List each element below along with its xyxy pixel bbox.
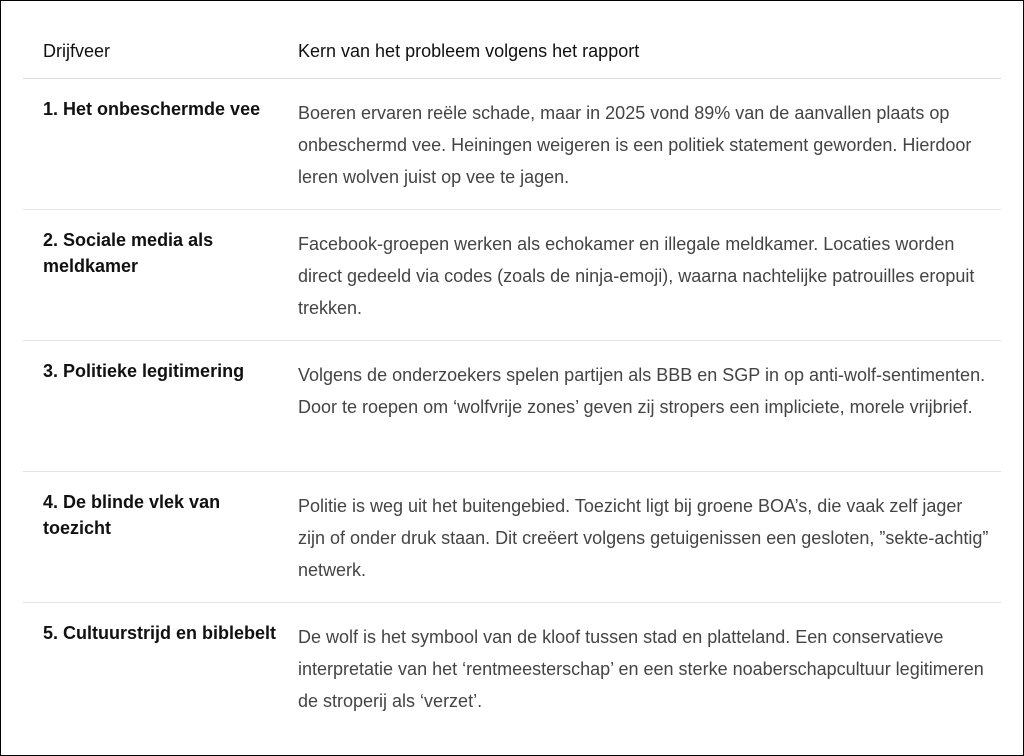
header-driver: Drijfveer	[43, 41, 111, 61]
row-core-cell: Politie is weg uit het buitengebied. Toezicht ligt bij groene BOA’s, die vaak zelf jager zijn of onder druk staan. Dit creëert volgens getuigenissen een gesloten, ”sekte-achtig” netwerk.	[298, 496, 989, 580]
table-row	[23, 472, 1001, 603]
drivers-table	[23, 26, 1001, 734]
row-driver-cell: 4. De blinde vlek van toezicht	[43, 492, 221, 538]
table-row	[23, 603, 1001, 734]
table-row	[23, 210, 1001, 341]
header-core-problem: Kern van het probleem volgens het rapport	[298, 41, 640, 61]
row-driver-cell: 5. Cultuurstrijd en biblebelt	[43, 623, 277, 643]
row-core-cell: Boeren ervaren reële schade, maar in 2025 vond 89% van de aanvallen plaats op onbeschermd vee. Heiningen weigeren is een politiek statement geworden. Hierdoor leren wolven juist op vee te jagen.	[298, 103, 972, 187]
row-driver-cell: 3. Politieke legitimering	[43, 361, 245, 381]
row-core-cell: Volgens de onderzoekers spelen partijen als BBB en SGP in op anti-wolf-sentimenten. Door te roepen om ‘wolfvrije zones’ geven zij stropers een impliciete, morele vrijbrief.	[298, 365, 986, 417]
table-row	[23, 79, 1001, 210]
table-row	[23, 341, 1001, 472]
table-header-row	[23, 26, 1001, 79]
row-core-cell: De wolf is het symbool van de kloof tussen stad en platteland. Een conservatieve interpretatie van het ‘rentmeesterschap’ en een sterke noaberschapcultuur legitimeren de stroperij als ‘verzet’.	[298, 627, 984, 711]
row-core-cell: Facebook-groepen werken als echokamer en illegale meldkamer. Locaties worden direct gedeeld via codes (zoals de ninja-emoji), waarna nachtelijke patrouilles eropuit trekken.	[298, 234, 975, 318]
row-driver-cell: 2. Sociale media als meldkamer	[43, 230, 214, 276]
row-driver-cell: 1. Het onbeschermde vee	[43, 99, 261, 119]
